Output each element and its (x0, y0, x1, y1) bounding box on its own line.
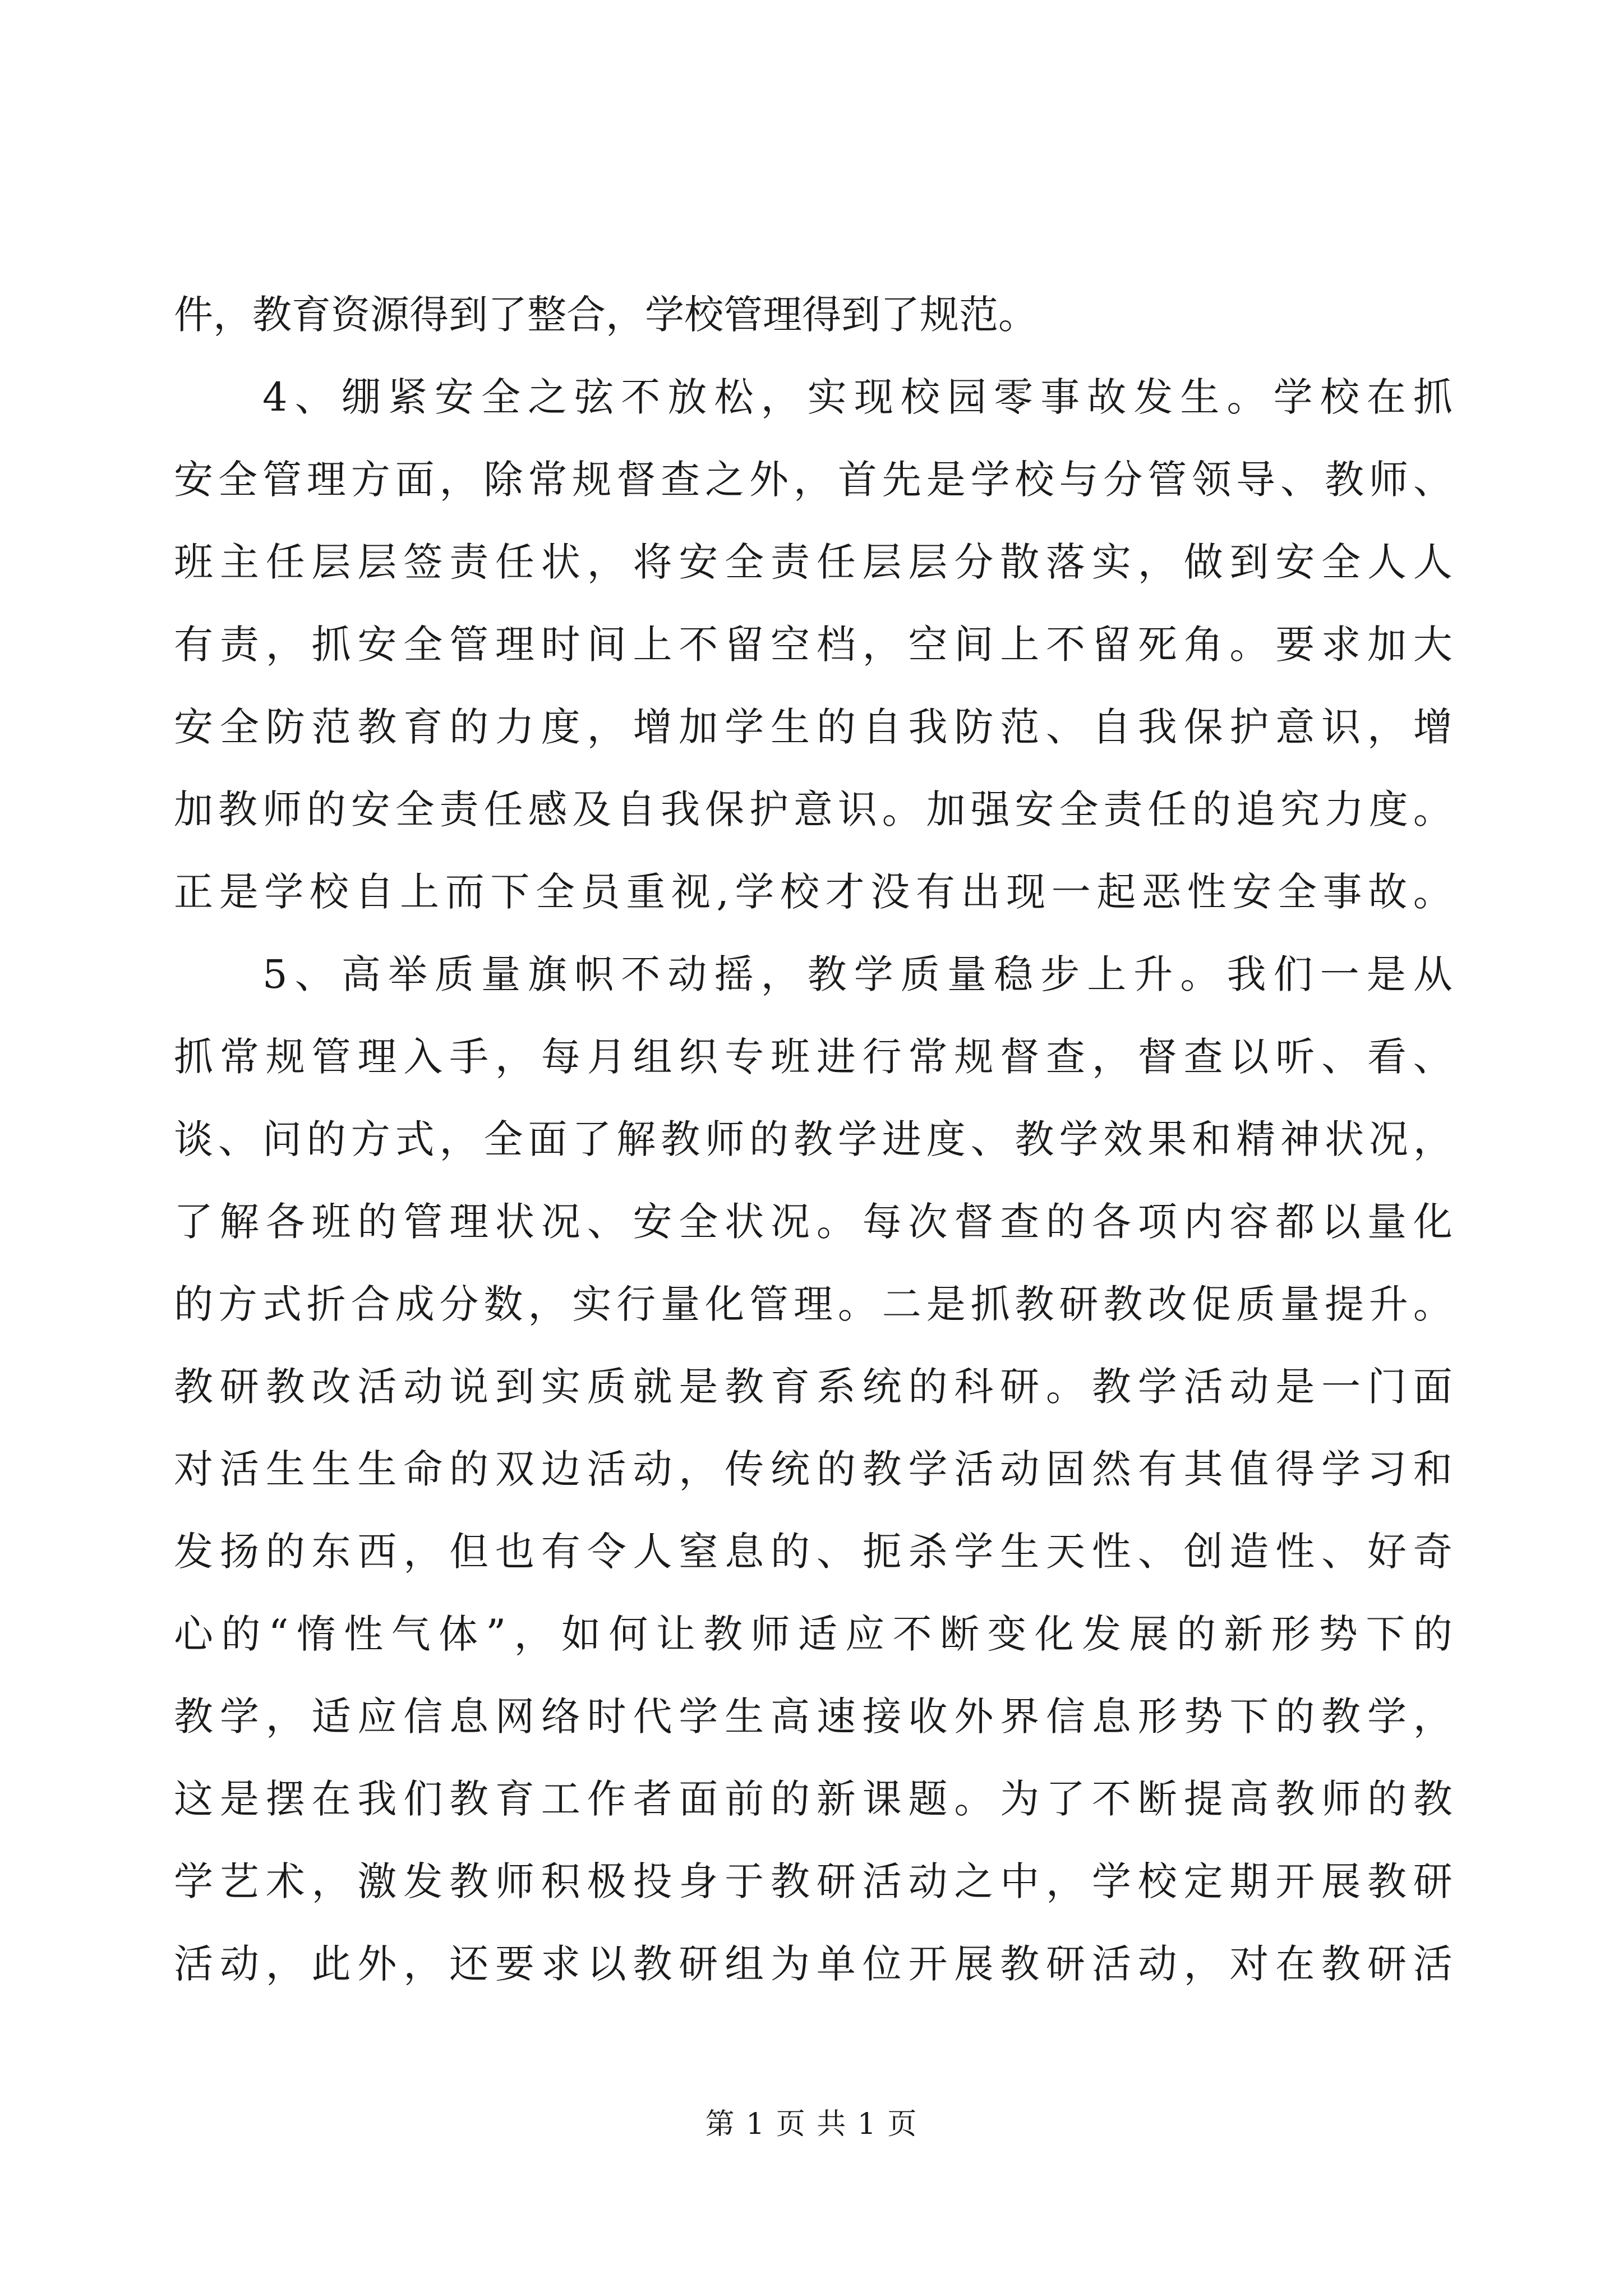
text-line: 安 全 管 理 方 面 ， 除 常 规 督 查 之 外 ， 首 先 是 学 校 与 分 管 领 导 、 教 师 、 (174, 457, 1453, 503)
text-line: 加 教 师 的 安 全 责 任 感 及 自 我 保 护 意 识 。 加 强 安 全 责 任 的 追 究 力 度 。 (174, 786, 1453, 832)
text-line: 有 责 ， 抓 安 全 管 理 时 间 上 不 留 空 档 ， 空 间 上 不 留 死 角 。 要 求 加 大 (174, 622, 1453, 668)
body-text (174, 274, 1453, 2005)
text-line: 班 主 任 层 层 签 责 任 状 ， 将 安 全 责 任 层 层 分 散 落 实 ， 做 到 安 全 人 人 (174, 539, 1453, 585)
page-footer: 第 1 页 共 1 页 (705, 2108, 918, 2141)
text-line: 对 活 生 生 生 命 的 双 边 活 动 ， 传 统 的 教 学 活 动 固 然 有 其 值 得 学 习 和 (174, 1446, 1453, 1492)
text-line: 教 研 教 改 活 动 说 到 实 质 就 是 教 育 系 统 的 科 研 。 教 学 活 动 是 一 门 面 (174, 1364, 1453, 1410)
text-line: 4 、 绷 紧 安 全 之 弦 不 放 松 ， 实 现 校 园 零 事 故 发 生 。 学 校 在 抓 (262, 374, 1453, 420)
text-line: 了 解 各 班 的 管 理 状 况 、 安 全 状 况 。 每 次 督 查 的 各 项 内 容 都 以 量 化 (174, 1199, 1453, 1245)
text-line: 件，教育资源得到了整合，学校管理得到了规范。 (174, 292, 1038, 338)
text-line: 教 学 ， 适 应 信 息 网 络 时 代 学 生 高 速 接 收 外 界 信 息 形 势 下 的 教 学 ， (174, 1694, 1453, 1740)
text-line: 学 艺 术 ， 激 发 教 师 积 极 投 身 于 教 研 活 动 之 中 ， 学 校 定 期 开 展 教 研 (174, 1858, 1453, 1904)
text-line: 5 、 高 举 质 量 旗 帜 不 动 摇 ， 教 学 质 量 稳 步 上 升 。 我 们 一 是 从 (262, 951, 1453, 997)
text-line: 的 方 式 折 合 成 分 数 ， 实 行 量 化 管 理 。 二 是 抓 教 研 教 改 促 质 量 提 升 。 (174, 1281, 1453, 1327)
text-line: 心 的 “ 惰 性 气 体 ” ， 如 何 让 教 师 适 应 不 断 变 化 发 展 的 新 形 势 下 的 (174, 1611, 1453, 1657)
text-line: 活 动 ， 此 外 ， 还 要 求 以 教 研 组 为 单 位 开 展 教 研 活 动 ， 对 在 教 研 活 (174, 1941, 1453, 1987)
text-line: 抓 常 规 管 理 入 手 ， 每 月 组 织 专 班 进 行 常 规 督 查 ， 督 查 以 听 、 看 、 (174, 1034, 1453, 1080)
text-line: 正 是 学 校 自 上 而 下 全 员 重 视 , 学 校 才 没 有 出 现 一 起 恶 性 安 全 事 故 。 (174, 869, 1453, 915)
text-line: 这 是 摆 在 我 们 教 育 工 作 者 面 前 的 新 课 题 。 为 了 不 断 提 高 教 师 的 教 (174, 1776, 1453, 1822)
text-line: 谈 、 问 的 方 式 ， 全 面 了 解 教 师 的 教 学 进 度 、 教 学 效 果 和 精 神 状 况 ， (174, 1116, 1453, 1162)
text-line: 发 扬 的 东 西 ， 但 也 有 令 人 窒 息 的 、 扼 杀 学 生 天 性 、 创 造 性 、 好 奇 (174, 1529, 1453, 1575)
text-line: 安 全 防 范 教 育 的 力 度 ， 增 加 学 生 的 自 我 防 范 、 自 我 保 护 意 识 ， 增 (174, 704, 1453, 750)
